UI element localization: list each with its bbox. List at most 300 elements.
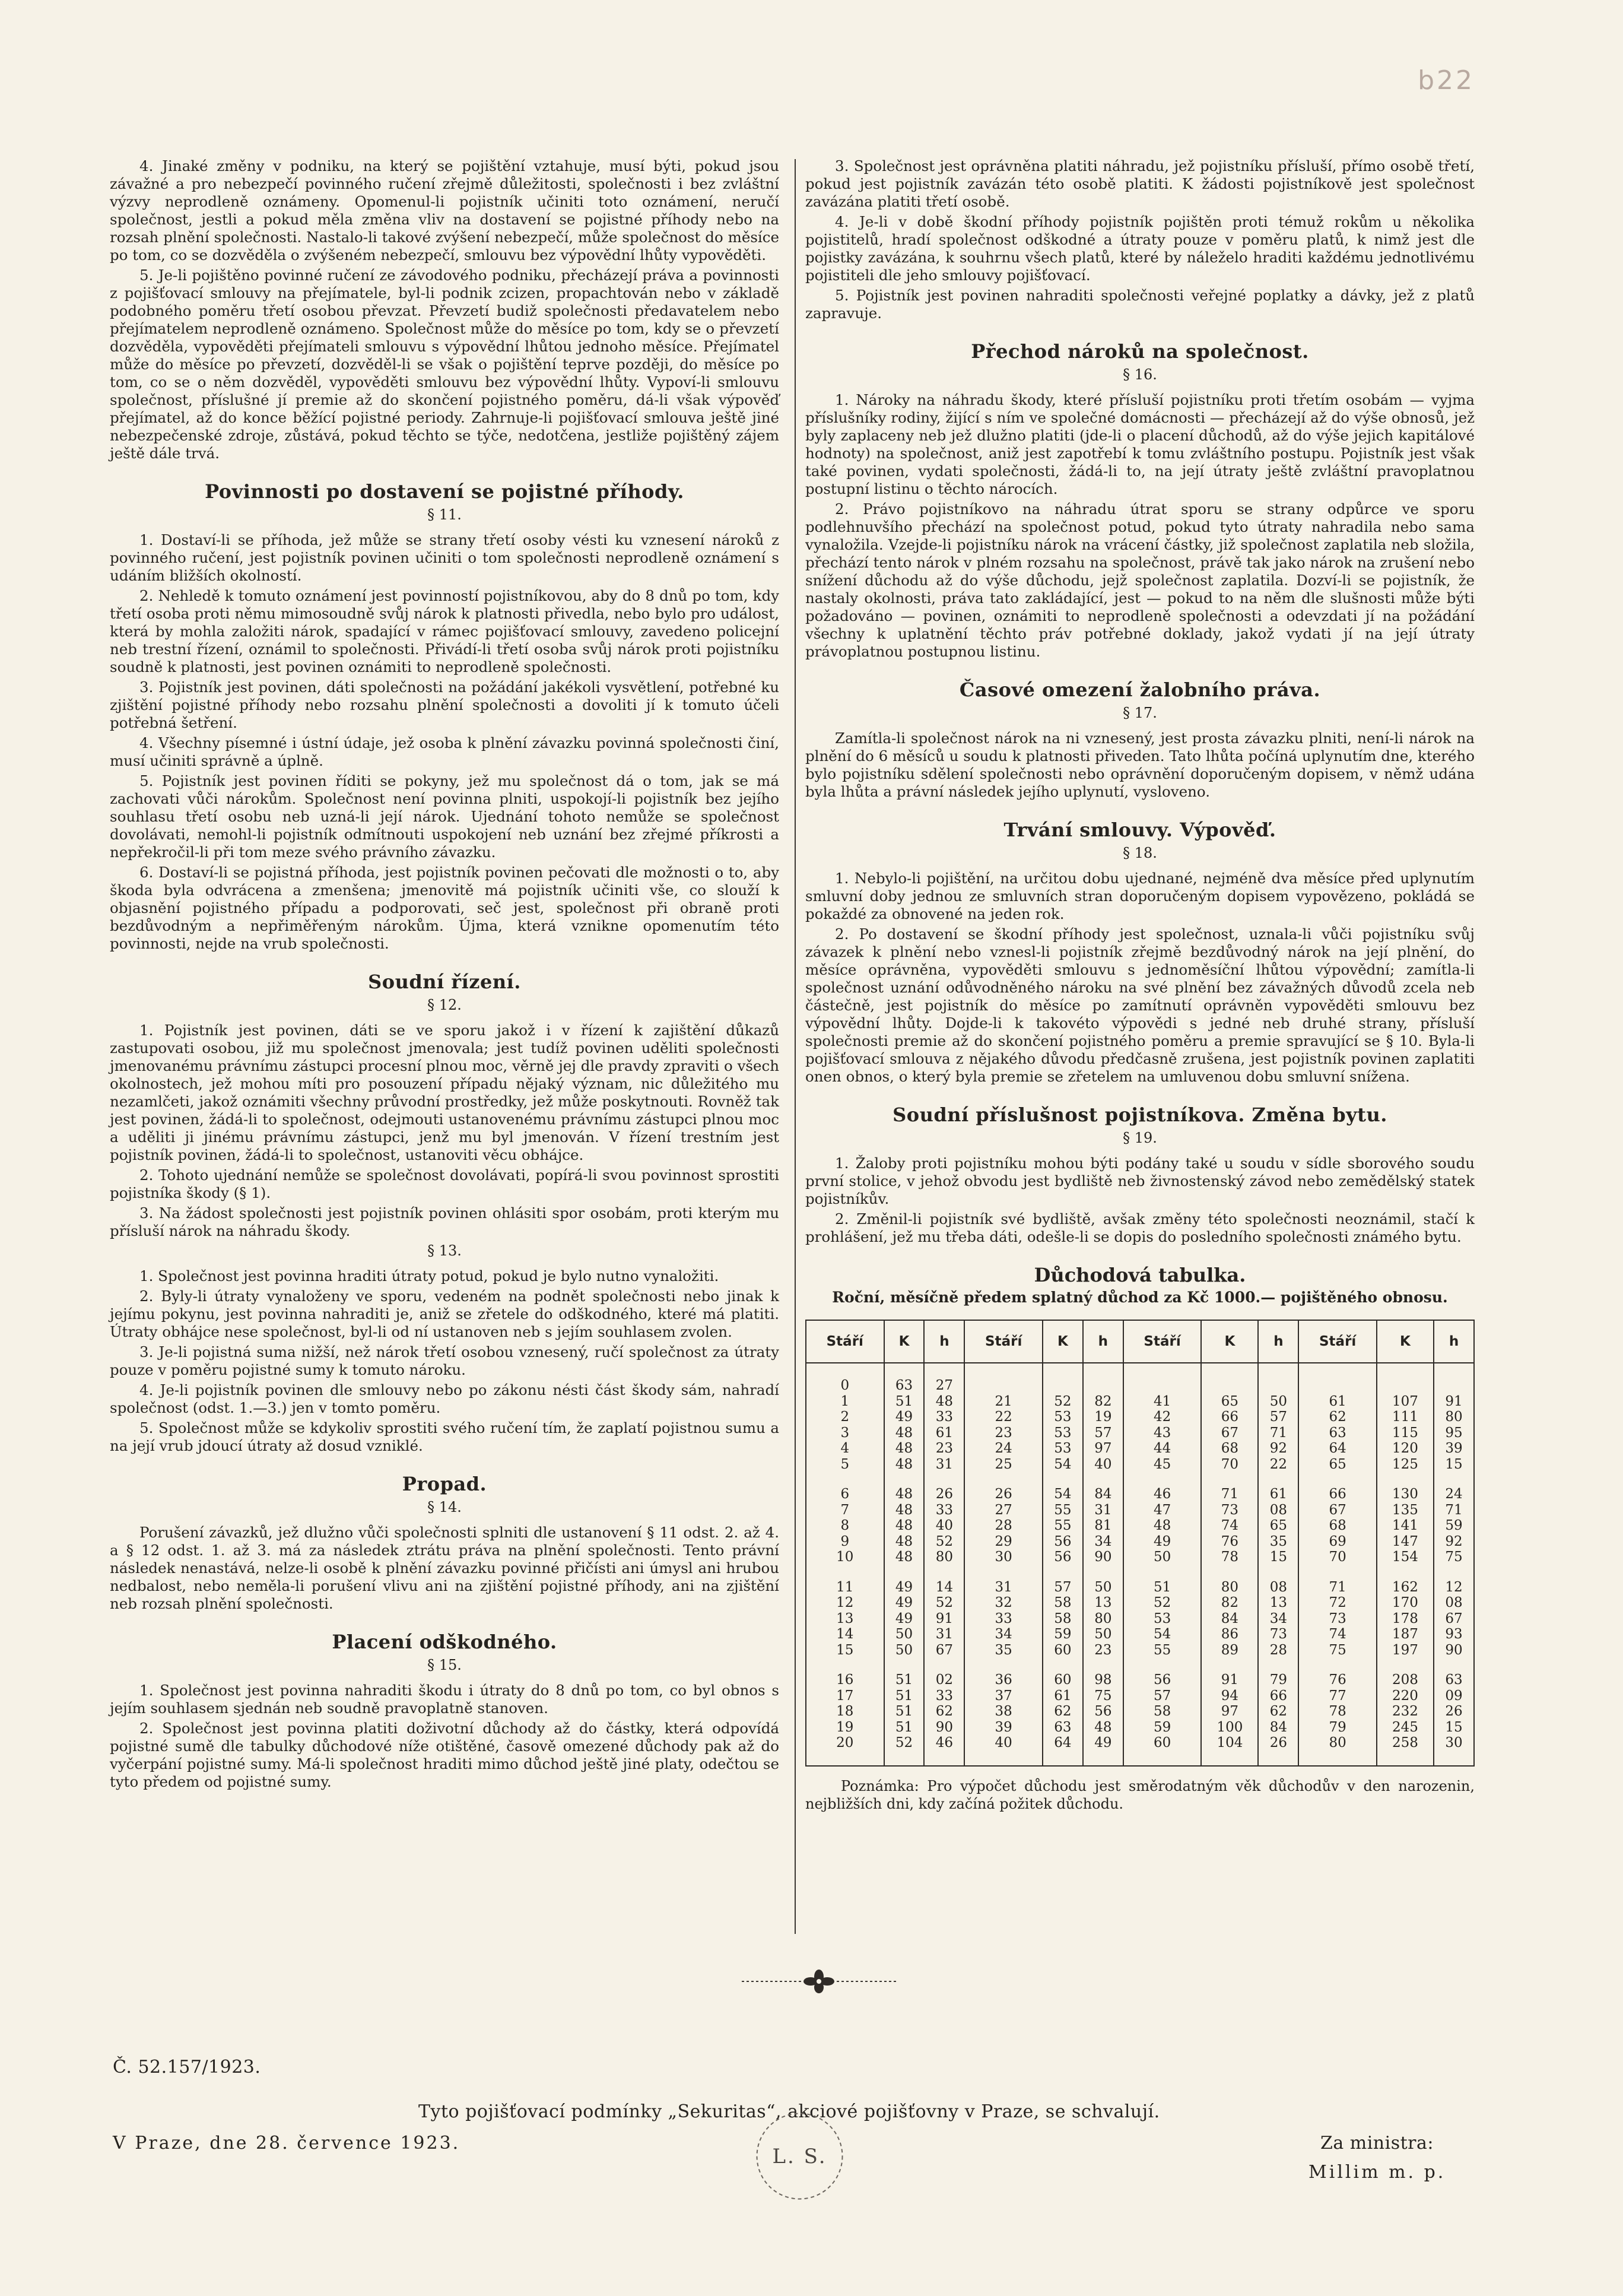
table-cell: 76: [1201, 1534, 1258, 1550]
table-cell: 56: [1043, 1534, 1083, 1550]
table-cell: 95: [1434, 1425, 1474, 1441]
column-header: K: [1377, 1320, 1434, 1363]
table-cell: 50: [1083, 1580, 1123, 1596]
paragraph: 3. Pojistník jest povinen, dáti společnosti na požádání jakékoli vysvětlení, potřebné ku zjištění pojistné příhody nebo rozsahu plnění společnosti a dovoliti jí k tomuto účeli potřebná šetření.: [110, 678, 779, 731]
table-cell: 14: [924, 1580, 964, 1596]
table-cell: 09: [1434, 1688, 1474, 1704]
table-cell: [1258, 1378, 1298, 1394]
table-cell: 48: [884, 1425, 925, 1441]
group-spacer: [806, 1363, 1474, 1378]
section-heading: Přechod nároků na společnost.: [971, 340, 1309, 363]
table-cell: 52: [884, 1735, 925, 1751]
table-cell: 63: [1298, 1425, 1377, 1441]
table-cell: 36: [964, 1672, 1043, 1688]
table-cell: 63: [1434, 1672, 1474, 1688]
seal-text: L. S.: [772, 2144, 827, 2168]
table-cell: 31: [964, 1580, 1043, 1596]
table-cell: 80: [1434, 1409, 1474, 1425]
table-cell: 67: [1201, 1425, 1258, 1441]
table-cell: 59: [1434, 1518, 1474, 1534]
table-cell: 52: [1123, 1595, 1202, 1611]
table-cell: 63: [1043, 1720, 1083, 1736]
table-cell: 98: [1083, 1672, 1123, 1688]
table-cell: 258: [1377, 1735, 1434, 1751]
table-cell: 41: [1123, 1394, 1202, 1410]
ornament-divider: [736, 1964, 902, 1999]
table-cell: 21: [964, 1394, 1043, 1410]
paragraph: 6. Dostaví-li se pojistná příhoda, jest pojistník povinen pečovati dle možnosti o to, aby škoda byla odvrácena a zmenšena; jmenovitě má pojistník učiniti vše, co slouží k objasnění pojistného případu a podporovati, seč jest, společnost při obraně proti bezdůvodným a nepřiměřeným nárokům. Újma, která vznikne opomenutím této povinnosti, nejde na vrub společnosti.: [110, 864, 779, 952]
column-header: K: [1201, 1320, 1258, 1363]
table-cell: 67: [1434, 1611, 1474, 1627]
table-cell: 22: [964, 1409, 1043, 1425]
annuity-table-subtitle: Roční, měsíčně předem splatný důchod za Kč 1000.— pojištěného obnosu.: [832, 1289, 1448, 1306]
paragraph-number: § 19.: [1123, 1130, 1157, 1146]
table-cell: 30: [964, 1549, 1043, 1565]
table-row: [806, 1720, 1474, 1736]
table-row: [806, 1394, 1474, 1410]
paragraph: 3. Je-li pojistná suma nižší, než nárok třetí osobou vznesený, ručí společnost za útraty pouze v poměru pojistné sumy k tomuto nároku.: [110, 1343, 779, 1378]
table-row: [806, 1425, 1474, 1441]
table-cell: 49: [884, 1580, 925, 1596]
table-cell: 71: [1434, 1502, 1474, 1518]
table-cell: [1434, 1378, 1474, 1394]
table-cell: 79: [1298, 1720, 1377, 1736]
paragraph-number: § 16.: [1123, 366, 1157, 383]
table-cell: 27: [924, 1378, 964, 1394]
table-cell: 48: [884, 1502, 925, 1518]
table-cell: 59: [1043, 1626, 1083, 1642]
table-cell: 65: [1201, 1394, 1258, 1410]
table-cell: 18: [806, 1704, 884, 1720]
annuity-section: [805, 1264, 1475, 1813]
official-seal: [754, 2110, 846, 2202]
table-cell: 1: [806, 1394, 884, 1410]
paragraph-number: § 13.: [427, 1242, 462, 1259]
table-cell: 91: [1434, 1394, 1474, 1410]
table-cell: 44: [1123, 1441, 1202, 1457]
table-cell: 120: [1377, 1441, 1434, 1457]
table-cell: 19: [1083, 1409, 1123, 1425]
table-cell: 154: [1377, 1549, 1434, 1565]
table-cell: 91: [924, 1611, 964, 1627]
table-cell: 19: [806, 1720, 884, 1736]
table-cell: 7: [806, 1502, 884, 1518]
table-cell: 61: [1043, 1688, 1083, 1704]
paragraph: 1. Žaloby proti pojistníku mohou býti podány také u soudu v sídle sborového soudu první stolice, v jehož obvodu jest bydliště neb živnostenský závod nebo zemědělský statek pojistníkův.: [805, 1155, 1475, 1207]
table-cell: 34: [964, 1626, 1043, 1642]
table-row: [806, 1626, 1474, 1642]
table-cell: 55: [1043, 1502, 1083, 1518]
table-cell: 49: [884, 1409, 925, 1425]
table-cell: 75: [1083, 1688, 1123, 1704]
table-cell: 162: [1377, 1580, 1434, 1596]
table-cell: 28: [1258, 1642, 1298, 1658]
table-cell: 49: [884, 1595, 925, 1611]
table-row: [806, 1441, 1474, 1457]
column-header: K: [884, 1320, 925, 1363]
table-cell: 25: [964, 1457, 1043, 1473]
table-row: [806, 1457, 1474, 1473]
table-cell: 94: [1201, 1688, 1258, 1704]
table-cell: 84: [1083, 1486, 1123, 1502]
table-cell: 90: [924, 1720, 964, 1736]
table-cell: [1298, 1378, 1377, 1394]
table-cell: 187: [1377, 1626, 1434, 1642]
table-cell: 68: [1201, 1441, 1258, 1457]
table-cell: 97: [1083, 1441, 1123, 1457]
table-row: [806, 1611, 1474, 1627]
table-cell: 26: [1258, 1735, 1298, 1751]
paragraph: 1. Společnost jest povinna nahraditi škodu i útraty do 8 dnů po tom, co byl obnos s jejím souhlasem sjednán neb soudně pravoplatně stanoven.: [110, 1682, 779, 1717]
table-cell: 60: [1123, 1735, 1202, 1751]
table-row: [806, 1378, 1474, 1394]
table-cell: 13: [1083, 1595, 1123, 1611]
paragraph: 1. Nároky na náhradu škody, které přísluší pojistníku proti třetím osobám — vyjma příslušníky rodiny, žijící s ním ve společné domácnosti — přecházejí až do výše obnosů, jež byly zaplaceny neb jež dlužno platiti (jde-li o placení důchodů, až do výše jejich kapitálové hodnoty) na společnost, aniž jest zapotřebí k tomu zvláštního postupu. Pojistník jest však také povinen, vydati společnosti, žádá-li to, na její útraty ještě zvláštní pravoplatnou postupní listinu o těchto nárocích.: [805, 391, 1475, 497]
table-cell: 45: [1123, 1457, 1202, 1473]
table-cell: 61: [1258, 1486, 1298, 1502]
table-cell: 43: [1123, 1425, 1202, 1441]
table-cell: 170: [1377, 1595, 1434, 1611]
table-cell: 90: [1434, 1642, 1474, 1658]
table-cell: 89: [1201, 1642, 1258, 1658]
paragraph: 1. Pojistník jest povinen, dáti se ve sporu jakož i v řízení k zajištění důkazů zastupovati osobou, již mu společnost jmenovala; jest tudíž povinen uděliti společnosti jmenovanému právnímu zástupci procesní plnou moc, věrně jej dle pravdy zpraviti o všech okolnostech, jež mohou míti pro posouzení případu nějaký význam, nic důležitého mu nezamlčeti, jakož oznámiti všechny průvodní prostředky, jež může poskytnouti. Rovněž tak jest povinen, žádá-li to společnost, odejmouti ustanovenému právnímu zástupci plnou moc a uděliti ji jinému právnímu zástupci, jenž mu byl jmenován. V řízení trestním jest pojistník povinen, žádá-li to společnost, ustanoviti věcu obhájce.: [110, 1022, 779, 1163]
table-cell: 60: [1043, 1672, 1083, 1688]
table-cell: 71: [1258, 1425, 1298, 1441]
table-cell: 02: [924, 1672, 964, 1688]
table-cell: 51: [884, 1672, 925, 1688]
table-cell: 29: [964, 1534, 1043, 1550]
table-cell: 48: [924, 1394, 964, 1410]
table-cell: 12: [1434, 1580, 1474, 1596]
table-cell: [1043, 1378, 1083, 1394]
table-cell: 11: [806, 1580, 884, 1596]
table-cell: 48: [884, 1486, 925, 1502]
table-cell: 50: [1083, 1626, 1123, 1642]
table-cell: 52: [924, 1595, 964, 1611]
table-cell: 35: [1258, 1534, 1298, 1550]
table-cell: 28: [964, 1518, 1043, 1534]
table-cell: 49: [884, 1611, 925, 1627]
table-cell: 86: [1201, 1626, 1258, 1642]
right-column-text: [805, 157, 1475, 1246]
table-cell: 70: [1298, 1549, 1377, 1565]
column-header: h: [924, 1320, 964, 1363]
paragraph: 2. Po dostavení se škodní příhody jest společnost, uznala-li vůči pojistníku svůj závazek k plnění nebo vznesl-li pojistník zřejmě bezdůvodný nárok na její plnění, do měsíce oprávněna, vypověděti smlouvu s jednoměsíční lhůtou výpovědní; zamítla-li společnost uznání odůvodněného nároku na své plnění bez závažných důvodů zcela neb částečně, jest pojistník do měsíce po zamítnutí oprávněn vypověděti smlouvu bez výpovědní lhůty. Dojde-li k takovéto výpovědi s jedné neb druhé strany, přísluší společnosti premie až do skončení pojistného poměru a premie spravující se § 10. Byla-li pojišťovací smlouva z nějakého důvodu předčasně zrušena, jest pojistník povinen zaplatiti onen obnos, o který byla premie se zřetelem na umluvenou dobu smluvní snížena.: [805, 925, 1475, 1085]
table-cell: 27: [964, 1502, 1043, 1518]
table-cell: 50: [884, 1642, 925, 1658]
table-cell: 49: [1083, 1735, 1123, 1751]
paragraph: 2. Nehledě k tomuto oznámení jest povinností pojistníkovou, aby do 8 dnů po tom, kdy třetí osoba proti němu mimosoudně svůj nárok k platnosti přivedla, nebo bylo pro událost, která by mohla založiti nárok, spadající v rámec pojišťovací smlouvy, zavedeno policejní neb trestní řízení, oznámil to společnosti. Přivádí-li třetí osoba svůj nárok proti pojistníku soudně k platnosti, jest povinen oznámiti to neprodleně společnosti.: [110, 587, 779, 676]
approval-text: Tyto pojišťovací podmínky „Sekuritas“, akciové pojišťovny v Praze, se schvalují.: [418, 2101, 1160, 2122]
table-cell: 49: [1123, 1534, 1202, 1550]
table-cell: 72: [1298, 1595, 1377, 1611]
table-cell: 13: [1258, 1595, 1298, 1611]
table-cell: 90: [1083, 1549, 1123, 1565]
table-cell: 15: [1434, 1720, 1474, 1736]
table-cell: 58: [1043, 1595, 1083, 1611]
paragraph: 2. Tohoto ujednání nemůže se společnost dovolávati, popírá-li svou povinnost sprostiti pojistníka škody (§ 1).: [110, 1166, 779, 1201]
table-cell: 46: [1123, 1486, 1202, 1502]
table-cell: 65: [1298, 1457, 1377, 1473]
table-cell: 3: [806, 1425, 884, 1441]
table-cell: 75: [1434, 1549, 1474, 1565]
table-cell: 62: [1258, 1704, 1298, 1720]
table-cell: 57: [1043, 1580, 1083, 1596]
table-cell: 37: [964, 1688, 1043, 1704]
table-cell: 48: [1083, 1720, 1123, 1736]
table-row: [806, 1534, 1474, 1550]
table-row: [806, 1486, 1474, 1502]
table-cell: 08: [1258, 1580, 1298, 1596]
table-cell: 61: [1298, 1394, 1377, 1410]
table-cell: [1083, 1378, 1123, 1394]
table-cell: 71: [1201, 1486, 1258, 1502]
table-cell: 23: [924, 1441, 964, 1457]
table-cell: 208: [1377, 1672, 1434, 1688]
annuity-note: Poznámka: Pro výpočet důchodu jest směrodatným věk důchodův v den narozenin, nejbližších dni, kdy začíná požitek důchodu.: [805, 1777, 1475, 1812]
table-cell: 74: [1201, 1518, 1258, 1534]
left-column: [110, 157, 779, 1938]
section-heading: Soudní řízení.: [368, 971, 521, 993]
table-cell: 178: [1377, 1611, 1434, 1627]
table-cell: 23: [964, 1425, 1043, 1441]
table-cell: 10: [806, 1549, 884, 1565]
table-cell: 32: [964, 1595, 1043, 1611]
table-cell: 48: [1123, 1518, 1202, 1534]
page-number: b22: [1418, 65, 1475, 96]
table-cell: 8: [806, 1518, 884, 1534]
table-cell: 47: [1123, 1502, 1202, 1518]
table-cell: 51: [884, 1394, 925, 1410]
table-cell: 48: [884, 1534, 925, 1550]
table-cell: 35: [964, 1642, 1043, 1658]
table-cell: 33: [924, 1502, 964, 1518]
table-cell: 39: [1434, 1441, 1474, 1457]
table-cell: 125: [1377, 1457, 1434, 1473]
table-cell: 62: [924, 1704, 964, 1720]
two-column-text: [110, 157, 1475, 1938]
table-row: [806, 1502, 1474, 1518]
table-cell: 147: [1377, 1534, 1434, 1550]
table-cell: 08: [1258, 1502, 1298, 1518]
table-cell: 46: [924, 1735, 964, 1751]
table-cell: 22: [1258, 1457, 1298, 1473]
table-cell: 15: [1434, 1457, 1474, 1473]
column-header: h: [1083, 1320, 1123, 1363]
paragraph: 5. Společnost může se kdykoliv sprostiti svého ručení tím, že zaplatí pojistnou sumu a na její vrub jdoucí útraty až dosud vzniklé.: [110, 1419, 779, 1454]
annuity-table-title: Důchodová tabulka.: [1034, 1264, 1246, 1286]
column-header: h: [1434, 1320, 1474, 1363]
table-cell: 104: [1201, 1735, 1258, 1751]
paragraph-number: § 11.: [427, 506, 462, 523]
table-cell: 58: [1123, 1704, 1202, 1720]
column-header: h: [1258, 1320, 1298, 1363]
table-cell: 53: [1123, 1611, 1202, 1627]
table-cell: 48: [884, 1549, 925, 1565]
table-cell: 53: [1043, 1425, 1083, 1441]
table-cell: 135: [1377, 1502, 1434, 1518]
table-cell: 197: [1377, 1642, 1434, 1658]
table-cell: 51: [884, 1720, 925, 1736]
column-header: Stáří: [964, 1320, 1043, 1363]
table-cell: 73: [1298, 1611, 1377, 1627]
table-cell: 51: [1123, 1580, 1202, 1596]
column-header: K: [1043, 1320, 1083, 1363]
table-cell: 64: [1043, 1735, 1083, 1751]
table-cell: 62: [1298, 1409, 1377, 1425]
table-cell: 9: [806, 1534, 884, 1550]
table-cell: 48: [884, 1518, 925, 1534]
paragraph: 5. Pojistník jest povinen říditi se pokyny, jež mu společnost dá o tom, jak se má zachovati vůči nárokům. Společnost není povinna plniti, uspokojí-li pojistník bez jejího souhlasu třetí osobu neb uzná-li její nárok. Ujednání tohoto nemůže se společnost dovolávati, nemohl-li pojistník odmítnouti uspokojení neb uznání bez zřejmé příkrosti a nepřekročil-li při tom meze svého právního závazku.: [110, 772, 779, 861]
table-cell: 52: [924, 1534, 964, 1550]
paragraph-number: § 17.: [1123, 705, 1157, 721]
table-cell: 17: [806, 1688, 884, 1704]
table-cell: 57: [1123, 1688, 1202, 1704]
table-cell: 107: [1377, 1394, 1434, 1410]
table-cell: 31: [924, 1626, 964, 1642]
paragraph: 3. Společnost jest oprávněna platiti náhradu, jež pojistníku přísluší, přímo osobě třetí, pokud jest pojistník zavázán této osobě platiti. K žádosti pojistníkově jest společnost zavázána platiti třetí osobě.: [805, 157, 1475, 210]
table-cell: 55: [1043, 1518, 1083, 1534]
table-cell: 80: [1201, 1580, 1258, 1596]
table-cell: 71: [1298, 1580, 1377, 1596]
table-cell: 20: [806, 1735, 884, 1751]
table-cell: 16: [806, 1672, 884, 1688]
table-row: [806, 1549, 1474, 1565]
table-cell: 51: [884, 1704, 925, 1720]
paragraph: 1. Společnost jest povinna hraditi útraty potud, pokud je bylo nutno vynaložiti.: [139, 1267, 719, 1285]
table-cell: 67: [924, 1642, 964, 1658]
table-row: [806, 1672, 1474, 1688]
table-cell: 58: [1043, 1611, 1083, 1627]
section-heading: Soudní příslušnost pojistníkova. Změna bytu.: [893, 1103, 1387, 1126]
table-cell: 30: [1434, 1735, 1474, 1751]
table-cell: 24: [1434, 1486, 1474, 1502]
table-cell: 82: [1083, 1394, 1123, 1410]
table-cell: 5: [806, 1457, 884, 1473]
table-cell: 40: [1083, 1457, 1123, 1473]
paragraph-number: § 12.: [427, 997, 462, 1013]
table-cell: 50: [1258, 1394, 1298, 1410]
table-cell: 63: [884, 1378, 925, 1394]
table-cell: 48: [884, 1441, 925, 1457]
table-cell: 6: [806, 1486, 884, 1502]
table-cell: 56: [1043, 1549, 1083, 1565]
table-cell: 73: [1258, 1626, 1298, 1642]
table-cell: 40: [924, 1518, 964, 1534]
table-cell: [964, 1378, 1043, 1394]
table-cell: 100: [1201, 1720, 1258, 1736]
table-cell: 84: [1258, 1720, 1298, 1736]
paragraph: Porušení závazků, jež dlužno vůči společnosti splniti dle ustanovení § 11 odst. 2. až 4. a § 12 odst. 1. až 3. má za následek ztrátu práva na plnění společnosti. Tento právní následek nenastává, nelze-li osobě k plnění závazku povinné přičísti ani úmysl ani hrubou nedbalost, nebo neměla-li porušení vlivu ani na zjištění pojistné příhody, ani na zjištění neb rozsah plnění společnosti.: [110, 1524, 779, 1612]
table-cell: 13: [806, 1611, 884, 1627]
table-cell: 141: [1377, 1518, 1434, 1534]
table-cell: 34: [1258, 1611, 1298, 1627]
table-cell: 68: [1298, 1518, 1377, 1534]
table-cell: 55: [1123, 1642, 1202, 1658]
table-cell: 56: [1123, 1672, 1202, 1688]
table-cell: 69: [1298, 1534, 1377, 1550]
table-cell: 0: [806, 1378, 884, 1394]
table-cell: 08: [1434, 1595, 1474, 1611]
paragraph-number: § 15.: [427, 1657, 462, 1673]
table-cell: 54: [1043, 1457, 1083, 1473]
table-cell: 97: [1201, 1704, 1258, 1720]
table-cell: 4: [806, 1441, 884, 1457]
table-cell: [1377, 1378, 1434, 1394]
paragraph: 5. Pojistník jest povinen nahraditi společnosti veřejné poplatky a dávky, jež z platů zapravuje.: [805, 287, 1475, 322]
table-cell: 12: [806, 1595, 884, 1611]
table-row: [806, 1688, 1474, 1704]
table-cell: 82: [1201, 1595, 1258, 1611]
table-cell: 80: [1298, 1735, 1377, 1751]
table-cell: 52: [1043, 1394, 1083, 1410]
table-row: [806, 1704, 1474, 1720]
table-cell: 220: [1377, 1688, 1434, 1704]
table-cell: 42: [1123, 1409, 1202, 1425]
table-cell: 70: [1201, 1457, 1258, 1473]
annuity-table-header: [806, 1320, 1474, 1363]
section-heading: Propad.: [402, 1473, 487, 1495]
section-heading: Placení odškodného.: [332, 1631, 557, 1653]
table-cell: 79: [1258, 1672, 1298, 1688]
table-cell: 31: [1083, 1502, 1123, 1518]
table-cell: 39: [964, 1720, 1043, 1736]
paragraph: 3. Na žádost společnosti jest pojistník povinen ohlásiti spor osobám, proti kterým mu přísluší nárok na náhradu škody.: [110, 1204, 779, 1239]
table-cell: 53: [1043, 1409, 1083, 1425]
table-cell: 75: [1298, 1642, 1377, 1658]
table-cell: 56: [1083, 1704, 1123, 1720]
paragraph: 4. Všechny písemné i ústní údaje, jež osoba k plnění závazku povinná společnosti činí, musí učiniti správně a úplně.: [110, 734, 779, 769]
table-row: [806, 1595, 1474, 1611]
table-cell: 2: [806, 1409, 884, 1425]
table-cell: 77: [1298, 1688, 1377, 1704]
paragraph: 1. Dostaví-li se příhoda, jež může se strany třetí osoby vésti ku vznesení nároků z povinného ručení, jest pojistník povinen učiniti o tom společnosti neprodleně oznámení s udáním bližších okolností.: [110, 531, 779, 584]
group-spacer: [806, 1658, 1474, 1672]
table-cell: 78: [1201, 1549, 1258, 1565]
table-cell: 26: [964, 1486, 1043, 1502]
table-cell: 40: [964, 1735, 1043, 1751]
table-cell: 33: [964, 1611, 1043, 1627]
table-cell: 92: [1434, 1534, 1474, 1550]
table-cell: 57: [1258, 1409, 1298, 1425]
paragraph: 4. Je-li pojistník povinen dle smlouvy nebo po zákonu nésti část škody sám, nahradí společnost (odst. 1.—3.) jen v tomto poměru.: [110, 1381, 779, 1416]
table-cell: 74: [1298, 1626, 1377, 1642]
paragraph: 4. Je-li v době škodní příhody pojistník pojištěn proti témuž rokům u několika pojistitelů, hradí společnost odškodné a útraty pouze v poměru platů, k nimž jest dle pojistky zavázána, k souhrnu všech platů, které by náleželo hraditi každému jednotlivému pojistiteli dle jeho smlouvy pojišťovací.: [805, 213, 1475, 284]
table-cell: 59: [1123, 1720, 1202, 1736]
table-row: [806, 1642, 1474, 1658]
table-cell: 15: [1258, 1549, 1298, 1565]
table-cell: 66: [1298, 1486, 1377, 1502]
table-cell: 15: [806, 1642, 884, 1658]
paragraph: 5. Je-li pojištěno povinné ručení ze závodového podniku, přecházejí práva a povinnosti z pojišťovací smlouvy na přejímatele, byl-li podnik zcizen, propachtován nebo v základě podobného poměru třetí osobou převzat. Převzetí budiž společnosti předavatelem nebo přejímatelem neprodleně oznámeno. Společnost může do měsíce po tom, kdy se o převzetí dozvěděla, vypověděti přejímateli smlouvu s výpovědní lhůtou jednoho měsíce. Přejímatel může do měsíce po převzetí, dozvěděl-li se však o pojištění teprve později, do měsíce po tom, co se o něm dozvěděl, vypověděti smlouvu bez výpovědní lhůty. Vypoví-li smlouvu společnost, příslušné jí premie až do skončení pojistného poměru, dá-li však výpověď přejímatel, až do konce běžící pojistné periody. Zahrnuje-li pojišťovací smlouva ještě jiné nebezpečenské zdroje, zůstává, pokud těchto se týče, nedotčena, jestliže pojištěný zájem ještě dále trvá.: [110, 267, 779, 462]
paragraph: 2. Byly-li útraty vynaloženy ve sporu, vedeném na podnět společnosti nebo jinak k jejímu pokynu, jest povinna nahraditi je, aniž se zřetele do odškodného, které má platiti. Útraty obhájce nese společnost, byl-li od ní ustanoven neb s jejím souhlasem zvolen.: [110, 1287, 779, 1340]
paragraph: 2. Právo pojistníkovo na náhradu útrat sporu se strany odpůrce ve sporu podlehnuvšího přechází na společnost potud, pokud tyto útraty nahradila nebo sama vynaložila. Vzejde-li pojistníku nárok na vrácení částky, již společnost zaplatila neb složila, přechází tento nárok v plném rozsahu na společnost, právě tak jako nárok na zrušení nebo snížení důchodu až do výše důchodu, jejž společnost zaplatila. Dozví-li se pojistník, že nastaly okolnosti, práva tato zakládající, jest — pokud to na něm dle slušnosti může býti požadováno — povinen, oznámiti to neprodleně společnosti a odevzdati jí na požádání všechny k uplatnění těchto práv potřebné doklady, jakož vydati jí na její útraty právoplatnou postupnou listinu.: [805, 500, 1475, 660]
table-cell: 80: [1083, 1611, 1123, 1627]
table-cell: 50: [1123, 1549, 1202, 1565]
table-cell: 73: [1201, 1502, 1258, 1518]
table-row: [806, 1409, 1474, 1425]
paragraph-number: § 18.: [1123, 845, 1157, 861]
section-heading: Časové omezení žalobního práva.: [959, 678, 1321, 701]
table-cell: 78: [1298, 1704, 1377, 1720]
table-cell: 38: [964, 1704, 1043, 1720]
table-cell: 130: [1377, 1486, 1434, 1502]
signature: Millim m. p.: [1308, 2162, 1446, 2183]
table-cell: 60: [1043, 1642, 1083, 1658]
table-row: [806, 1735, 1474, 1751]
table-cell: 51: [884, 1688, 925, 1704]
table-cell: 50: [884, 1626, 925, 1642]
